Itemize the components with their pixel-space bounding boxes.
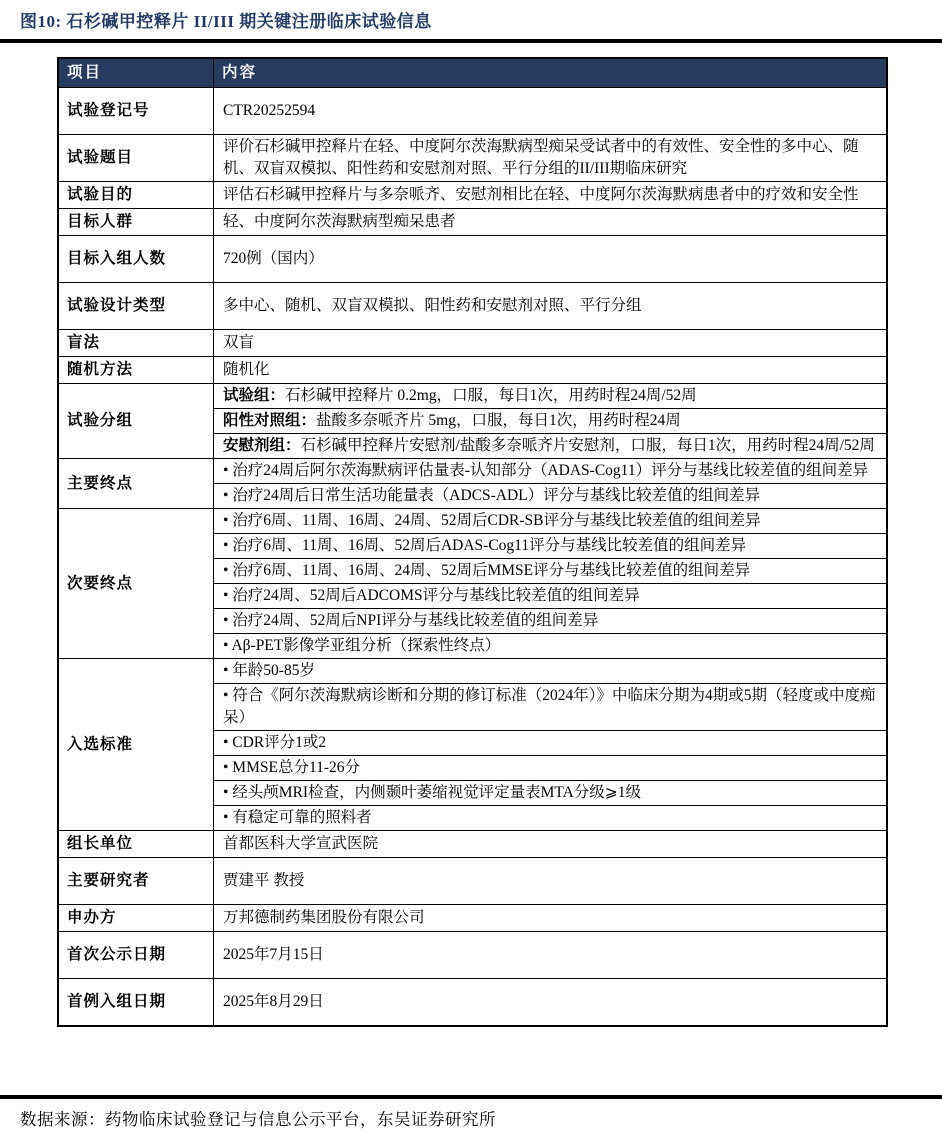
row-label: 次要终点 bbox=[58, 509, 214, 659]
row-content: 阳性对照组：盐酸多奈哌齐片 5mg，口服，每日1次，用药时程24周 bbox=[214, 409, 888, 434]
row-content: 双盲 bbox=[214, 330, 888, 357]
table-row bbox=[58, 283, 887, 330]
table-row bbox=[58, 905, 887, 932]
trial-info-table bbox=[57, 57, 888, 1027]
row-label: 申办方 bbox=[58, 905, 214, 932]
row-content: 多中心、随机、双盲双模拟、阳性药和安慰剂对照、平行分组 bbox=[214, 283, 888, 330]
row-content: • 符合《阿尔茨海默病诊断和分期的修订标准（2024年）》中临床分期为4期或5期（轻度或中度痴呆） bbox=[214, 684, 888, 731]
content-bold-prefix: 试验组： bbox=[223, 387, 286, 404]
table-row bbox=[58, 932, 887, 979]
content-bold-prefix: 阳性对照组： bbox=[223, 412, 317, 429]
row-label: 主要终点 bbox=[58, 459, 214, 509]
row-label: 随机方法 bbox=[58, 357, 214, 384]
table-header bbox=[58, 58, 887, 88]
row-content: • 治疗6周、11周、16周、24周、52周后CDR-SB评分与基线比较差值的组间差异 bbox=[214, 509, 888, 534]
table-row bbox=[58, 135, 887, 182]
table-row bbox=[58, 509, 887, 534]
table-row bbox=[58, 384, 887, 409]
row-content: • 年龄50-85岁 bbox=[214, 659, 888, 684]
row-content: 安慰剂组：石杉碱甲控释片安慰剂/盐酸多奈哌齐片安慰剂，口服，每日1次，用药时程24周/52周 bbox=[214, 434, 888, 459]
row-content: • MMSE总分11-26分 bbox=[214, 756, 888, 781]
row-content: 贾建平 教授 bbox=[214, 858, 888, 905]
row-content: • Aβ-PET影像学亚组分析（探索性终点） bbox=[214, 634, 888, 659]
row-label: 试验登记号 bbox=[58, 88, 214, 135]
row-content: 评估石杉碱甲控释片与多奈哌齐、安慰剂相比在轻、中度阿尔茨海默病患者中的疗效和安全性 bbox=[214, 182, 888, 209]
top-divider-rule bbox=[0, 39, 942, 43]
row-content: • 治疗24周后阿尔茨海默病评估量表-认知部分（ADAS-Cog11）评分与基线比较差值的组间差异 bbox=[214, 459, 888, 484]
bottom-divider-rule bbox=[0, 1095, 942, 1099]
row-label: 盲法 bbox=[58, 330, 214, 357]
row-content: • 有稳定可靠的照料者 bbox=[214, 806, 888, 831]
row-label: 组长单位 bbox=[58, 831, 214, 858]
table-row bbox=[58, 182, 887, 209]
row-content: 万邦德制药集团股份有限公司 bbox=[214, 905, 888, 932]
table-row bbox=[58, 357, 887, 384]
row-label: 试验目的 bbox=[58, 182, 214, 209]
row-label: 目标入组人数 bbox=[58, 236, 214, 283]
table-row bbox=[58, 459, 887, 484]
table-row bbox=[58, 858, 887, 905]
row-label: 试验设计类型 bbox=[58, 283, 214, 330]
table-row bbox=[58, 209, 887, 236]
content-bold-prefix: 安慰剂组： bbox=[223, 437, 301, 454]
row-content: • 治疗24周、52周后ADCOMS评分与基线比较差值的组间差异 bbox=[214, 584, 888, 609]
table-row bbox=[58, 330, 887, 357]
trial-info-table-container bbox=[57, 57, 888, 1027]
row-label: 首例入组日期 bbox=[58, 979, 214, 1027]
row-content: CTR20252594 bbox=[214, 88, 888, 135]
data-source-note: 数据来源：药物临床试验登记与信息公示平台，东吴证券研究所 bbox=[20, 1110, 496, 1129]
row-content: • CDR评分1或2 bbox=[214, 731, 888, 756]
row-label: 试验题目 bbox=[58, 135, 214, 182]
table-row bbox=[58, 236, 887, 283]
row-content: 随机化 bbox=[214, 357, 888, 384]
row-label: 试验分组 bbox=[58, 384, 214, 459]
row-content: • 经头颅MRI检查，内侧颞叶萎缩视觉评定量表MTA分级⩾1级 bbox=[214, 781, 888, 806]
row-content: 720例（国内） bbox=[214, 236, 888, 283]
table-row bbox=[58, 831, 887, 858]
row-content: 试验组：石杉碱甲控释片 0.2mg，口服，每日1次，用药时程24周/52周 bbox=[214, 384, 888, 409]
table-row bbox=[58, 659, 887, 684]
figure-title: 图10: 石杉碱甲控释片 II/III 期关键注册临床试验信息 bbox=[20, 12, 432, 31]
table-row bbox=[58, 979, 887, 1027]
header-cell-item: 项目 bbox=[58, 58, 214, 88]
row-content: 2025年8月29日 bbox=[214, 979, 888, 1027]
row-label: 入选标准 bbox=[58, 659, 214, 831]
header-cell-content: 内容 bbox=[214, 58, 888, 88]
table-body bbox=[58, 88, 887, 1027]
table-header-row bbox=[58, 58, 887, 88]
row-content: • 治疗24周后日常生活功能量表（ADCS-ADL）评分与基线比较差值的组间差异 bbox=[214, 484, 888, 509]
row-content: • 治疗6周、11周、16周、52周后ADAS-Cog11评分与基线比较差值的组间差异 bbox=[214, 534, 888, 559]
row-content: 轻、中度阿尔茨海默病型痴呆患者 bbox=[214, 209, 888, 236]
row-content: • 治疗6周、11周、16周、24周、52周后MMSE评分与基线比较差值的组间差异 bbox=[214, 559, 888, 584]
row-content: 首都医科大学宣武医院 bbox=[214, 831, 888, 858]
row-content: 评价石杉碱甲控释片在轻、中度阿尔茨海默病型痴呆受试者中的有效性、安全性的多中心、随机、双盲双模拟、阳性药和安慰剂对照、平行分组的II/III期临床研究 bbox=[214, 135, 888, 182]
table-row bbox=[58, 88, 887, 135]
row-label: 主要研究者 bbox=[58, 858, 214, 905]
row-content: 2025年7月15日 bbox=[214, 932, 888, 979]
row-label: 目标人群 bbox=[58, 209, 214, 236]
row-label: 首次公示日期 bbox=[58, 932, 214, 979]
row-content: • 治疗24周、52周后NPI评分与基线比较差值的组间差异 bbox=[214, 609, 888, 634]
